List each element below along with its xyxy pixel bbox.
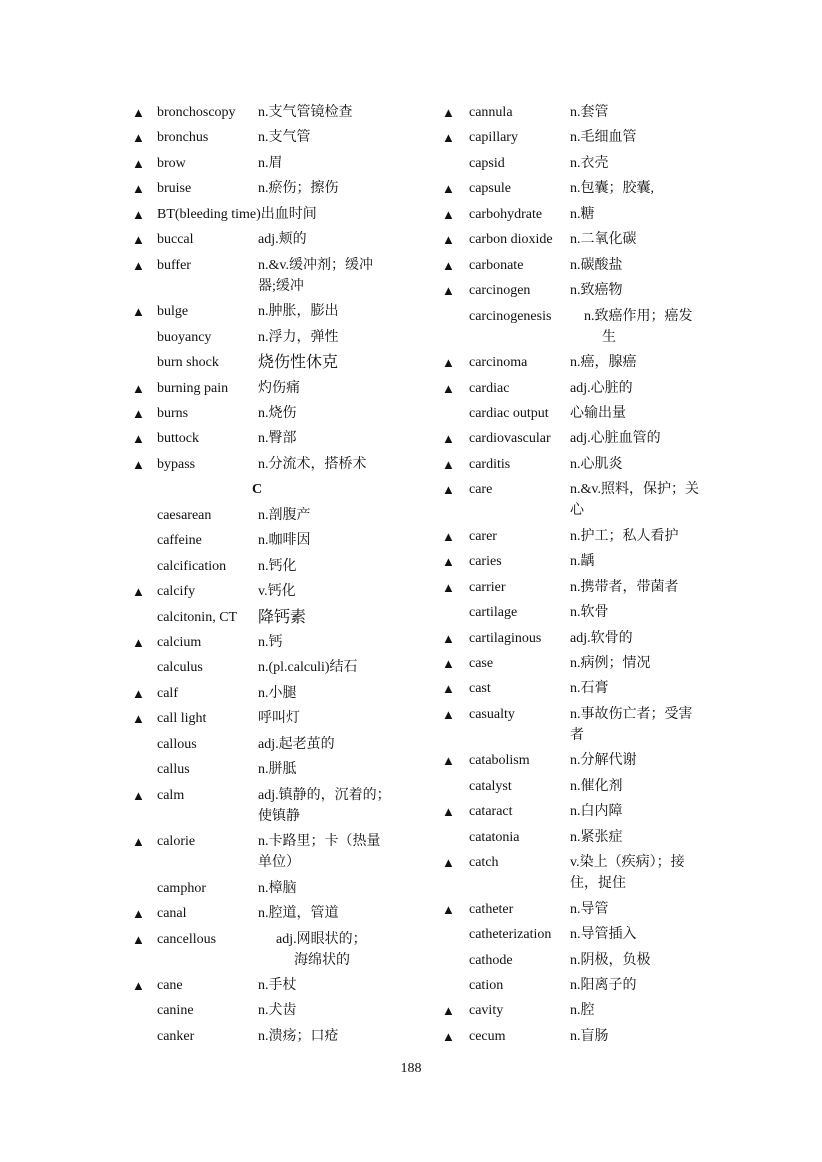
entry-term: calcitonin, CT bbox=[157, 609, 238, 625]
glossary-entry bbox=[420, 852, 822, 894]
entry-definition: 烧伤性休克 bbox=[258, 354, 339, 372]
entry-term: calorie bbox=[157, 834, 196, 850]
entry-definition: n.糖 bbox=[570, 206, 595, 222]
entry-definition: n.钙 bbox=[258, 635, 283, 650]
glossary-entry bbox=[420, 776, 822, 797]
triangle-marker-icon: ▲ bbox=[442, 283, 455, 299]
triangle-marker-icon: ▲ bbox=[132, 711, 145, 727]
entry-term: bruise bbox=[157, 181, 192, 197]
glossary-entry bbox=[0, 327, 420, 348]
entry-definition: n.紧张症 bbox=[570, 829, 623, 845]
entry-definition: n.腔 bbox=[570, 1003, 595, 1019]
glossary-entry bbox=[420, 204, 822, 225]
glossary-entry bbox=[420, 378, 822, 399]
entry-term: catch bbox=[469, 855, 499, 871]
entry-definition: n.樟脑 bbox=[258, 880, 297, 896]
entry-definition: n.溃疡；口疮 bbox=[258, 1028, 339, 1044]
glossary-entry bbox=[0, 153, 420, 174]
glossary-entry bbox=[0, 301, 420, 322]
entry-definition: n.事故伤亡者；受害 bbox=[570, 706, 693, 722]
glossary-entry bbox=[0, 759, 420, 780]
entry-term: capillary bbox=[469, 130, 518, 146]
entry-term: cartilage bbox=[469, 605, 518, 621]
glossary-entry bbox=[0, 607, 420, 628]
triangle-marker-icon: ▲ bbox=[442, 456, 455, 472]
entry-definition: n.软骨 bbox=[570, 605, 609, 621]
glossary-entry bbox=[420, 577, 822, 598]
glossary-entry bbox=[0, 929, 420, 971]
triangle-marker-icon: ▲ bbox=[442, 232, 455, 248]
glossary-entry bbox=[0, 454, 420, 475]
entry-term: buttock bbox=[157, 431, 199, 447]
entry-term: cartilaginous bbox=[469, 630, 542, 646]
entry-definition: n.浮力，弹性 bbox=[258, 329, 339, 345]
entry-term: BT(bleeding time)出血时间 bbox=[157, 206, 317, 222]
glossary-entry bbox=[0, 102, 420, 123]
glossary-entry bbox=[0, 878, 420, 899]
glossary-entry bbox=[420, 1000, 822, 1021]
entry-definition: adj.网眼状的； bbox=[276, 931, 367, 947]
glossary-entry bbox=[420, 975, 822, 996]
entry-definition: n.致癌作用；癌发 bbox=[584, 308, 693, 324]
triangle-marker-icon: ▲ bbox=[442, 181, 455, 197]
entry-definition: n.衣壳 bbox=[570, 155, 609, 171]
entry-definition: 器;缓冲 bbox=[258, 278, 304, 294]
glossary-entry bbox=[420, 924, 822, 945]
glossary-entry bbox=[0, 127, 420, 148]
entry-definition: adj.镇静的，沉着的； bbox=[258, 787, 391, 803]
entry-definition: adj.颊的 bbox=[258, 232, 307, 248]
entry-term: bronchus bbox=[157, 130, 209, 146]
glossary-entry bbox=[0, 683, 420, 704]
entry-definition: n.眉 bbox=[258, 155, 283, 171]
entry-definition: adj.心脏的 bbox=[570, 380, 633, 396]
glossary-entry bbox=[0, 734, 420, 755]
entry-definition: n.套管 bbox=[570, 105, 609, 120]
triangle-marker-icon: ▲ bbox=[132, 685, 145, 701]
triangle-marker-icon: ▲ bbox=[442, 579, 455, 595]
glossary-entry bbox=[0, 204, 420, 225]
glossary-entry bbox=[420, 750, 822, 771]
entry-definition: n.咖啡因 bbox=[258, 533, 311, 549]
glossary-entry bbox=[420, 428, 822, 449]
entry-definition: n.卡路里；卡（热量 bbox=[258, 834, 381, 850]
triangle-marker-icon: ▲ bbox=[442, 355, 455, 371]
entry-definition: n.碳酸盐 bbox=[570, 257, 623, 273]
entry-definition: n.(pl.calculi)结石 bbox=[258, 660, 358, 676]
entry-term: catalyst bbox=[469, 778, 512, 794]
entry-definition: n.护工；私人看护 bbox=[570, 528, 679, 544]
entry-definition: n.包囊；胶囊, bbox=[570, 181, 654, 197]
entry-definition: n.肿胀，膨出 bbox=[258, 304, 339, 320]
entry-term: catatonia bbox=[469, 829, 520, 845]
entry-term: care bbox=[469, 482, 493, 498]
triangle-marker-icon: ▲ bbox=[442, 753, 455, 769]
glossary-entry bbox=[420, 280, 822, 301]
entry-definition: 单位） bbox=[258, 855, 300, 871]
entry-definition: n.石膏 bbox=[570, 681, 609, 697]
glossary-entry bbox=[420, 178, 822, 199]
entry-definition: n.剖腹产 bbox=[258, 507, 311, 523]
entry-term: cavity bbox=[469, 1003, 504, 1019]
entry-term: case bbox=[469, 656, 494, 671]
glossary-entry bbox=[0, 378, 420, 399]
entry-term: buccal bbox=[157, 232, 194, 248]
entry-term: canine bbox=[157, 1003, 194, 1019]
entry-definition: n.烧伤 bbox=[258, 405, 297, 421]
entry-definition: n.&v.照料，保护；关 bbox=[570, 482, 699, 498]
glossary-entry bbox=[420, 127, 822, 148]
entry-definition: 降钙素 bbox=[258, 608, 307, 626]
entry-term: carbonate bbox=[469, 257, 524, 273]
entry-definition: 灼伤痛 bbox=[258, 380, 300, 396]
glossary-entry bbox=[420, 801, 822, 822]
section-heading: C bbox=[251, 482, 263, 498]
glossary-entry bbox=[0, 505, 420, 526]
triangle-marker-icon: ▲ bbox=[442, 681, 455, 697]
triangle-marker-icon: ▲ bbox=[442, 1028, 455, 1044]
entry-term: carcinoma bbox=[469, 355, 528, 371]
glossary-entry bbox=[420, 899, 822, 920]
triangle-marker-icon: ▲ bbox=[132, 257, 145, 273]
entry-definition: v.染上（疾病）；接 bbox=[570, 855, 685, 871]
glossary-entry bbox=[420, 827, 822, 848]
entry-definition: n.致癌物 bbox=[570, 283, 623, 299]
triangle-marker-icon: ▲ bbox=[132, 456, 145, 472]
entry-definition: n.腔道，管道 bbox=[258, 906, 339, 922]
entry-term: bypass bbox=[157, 456, 196, 472]
glossary-entry bbox=[420, 454, 822, 475]
entry-term: catheterization bbox=[469, 927, 552, 943]
glossary-entry bbox=[0, 556, 420, 577]
entry-definition: n.犬齿 bbox=[258, 1003, 297, 1019]
glossary-entry bbox=[0, 581, 420, 602]
triangle-marker-icon: ▲ bbox=[132, 584, 145, 600]
glossary-entry bbox=[0, 403, 420, 424]
triangle-marker-icon: ▲ bbox=[132, 931, 145, 947]
triangle-marker-icon: ▲ bbox=[132, 635, 145, 650]
entry-term: callous bbox=[157, 736, 197, 752]
entry-term: caesarean bbox=[157, 507, 212, 523]
triangle-marker-icon: ▲ bbox=[442, 901, 455, 917]
glossary-entry bbox=[0, 708, 420, 729]
entry-definition: n.阳离子的 bbox=[570, 977, 637, 993]
entry-term: cataract bbox=[469, 804, 513, 820]
entry-term: calcify bbox=[157, 584, 196, 600]
entry-definition: n.臀部 bbox=[258, 431, 297, 447]
entry-definition: n.癌，腺癌 bbox=[570, 355, 637, 371]
triangle-marker-icon: ▲ bbox=[132, 834, 145, 850]
entry-definition: n.导管插入 bbox=[570, 927, 637, 943]
entry-definition: 住，捉住 bbox=[570, 876, 626, 892]
entry-definition: n.阴极，负极 bbox=[570, 952, 651, 968]
entry-definition: 海绵状的 bbox=[294, 952, 350, 968]
entry-term: cane bbox=[157, 977, 183, 993]
entry-definition: adj.心脏血管的 bbox=[570, 431, 661, 447]
entry-term: calcium bbox=[157, 635, 202, 650]
entry-definition: 心 bbox=[570, 503, 584, 519]
glossary-entry bbox=[0, 255, 420, 297]
entry-term: capsid bbox=[469, 155, 505, 171]
entry-term: burning pain bbox=[157, 380, 229, 396]
triangle-marker-icon: ▲ bbox=[132, 906, 145, 922]
entry-definition: n.白内障 bbox=[570, 804, 623, 820]
entry-definition: n.支气管镜检查 bbox=[258, 105, 353, 120]
entry-term: burns bbox=[157, 405, 189, 421]
entry-term: carbon dioxide bbox=[469, 232, 553, 248]
entry-term: call light bbox=[157, 711, 207, 727]
triangle-marker-icon: ▲ bbox=[442, 656, 455, 671]
triangle-marker-icon: ▲ bbox=[442, 855, 455, 871]
glossary-entry bbox=[0, 178, 420, 199]
triangle-marker-icon: ▲ bbox=[442, 130, 455, 146]
entry-definition: n.分解代谢 bbox=[570, 753, 637, 769]
glossary-entry bbox=[0, 1000, 420, 1021]
entry-definition: n.毛细血管 bbox=[570, 130, 637, 146]
triangle-marker-icon: ▲ bbox=[132, 155, 145, 171]
entry-term: casualty bbox=[469, 706, 515, 722]
entry-definition: adj.起老茧的 bbox=[258, 736, 335, 752]
entry-term: caries bbox=[469, 554, 502, 570]
entry-term: carbohydrate bbox=[469, 206, 543, 222]
triangle-marker-icon: ▲ bbox=[132, 431, 145, 447]
entry-term: bulge bbox=[157, 304, 189, 320]
entry-term: cardiac output bbox=[469, 405, 549, 421]
entry-definition: 心输出量 bbox=[570, 405, 626, 421]
glossary-entry bbox=[0, 657, 420, 678]
entry-definition: n.钙化 bbox=[258, 558, 297, 574]
triangle-marker-icon: ▲ bbox=[132, 380, 145, 396]
triangle-marker-icon: ▲ bbox=[132, 787, 145, 803]
triangle-marker-icon: ▲ bbox=[132, 181, 145, 197]
entry-term: cancellous bbox=[157, 931, 217, 947]
glossary-entry bbox=[420, 1026, 822, 1047]
entry-term: cathode bbox=[469, 952, 513, 968]
entry-definition: n.盲肠 bbox=[570, 1028, 609, 1044]
glossary-entry bbox=[0, 1026, 420, 1047]
glossary-entry bbox=[420, 229, 822, 250]
glossary-entry bbox=[420, 526, 822, 547]
entry-term: cannula bbox=[469, 105, 513, 120]
triangle-marker-icon: ▲ bbox=[442, 554, 455, 570]
entry-definition: n.支气管 bbox=[258, 130, 311, 146]
glossary-entry bbox=[0, 785, 420, 827]
triangle-marker-icon: ▲ bbox=[132, 304, 145, 320]
entry-term: canker bbox=[157, 1028, 195, 1044]
entry-definition: n.催化剂 bbox=[570, 778, 623, 794]
entry-term: carrier bbox=[469, 579, 506, 595]
entry-definition: n.心肌炎 bbox=[570, 456, 623, 472]
page-number: 188 bbox=[400, 1061, 422, 1076]
glossary-entry bbox=[0, 975, 420, 996]
entry-term: callus bbox=[157, 762, 190, 778]
entry-definition: n.&v.缓冲剂；缓冲 bbox=[258, 257, 373, 273]
glossary-entry bbox=[420, 678, 822, 699]
glossary-entry bbox=[0, 632, 420, 653]
entry-term: cast bbox=[469, 681, 491, 697]
entry-definition: 者 bbox=[570, 727, 584, 743]
glossary-entry bbox=[420, 255, 822, 276]
entry-definition: n.手杖 bbox=[258, 977, 297, 993]
triangle-marker-icon: ▲ bbox=[132, 232, 145, 248]
entry-term: carcinogen bbox=[469, 283, 531, 299]
triangle-marker-icon: ▲ bbox=[442, 105, 455, 120]
entry-term: calculus bbox=[157, 660, 203, 676]
entry-definition: n.二氧化碳 bbox=[570, 232, 637, 248]
glossary-entry bbox=[420, 479, 822, 521]
triangle-marker-icon: ▲ bbox=[442, 706, 455, 722]
glossary-entry bbox=[0, 530, 420, 551]
entry-term: brow bbox=[157, 155, 186, 171]
glossary-entry bbox=[420, 950, 822, 971]
entry-definition: n.瘀伤；擦伤 bbox=[258, 181, 339, 197]
entry-term: buoyancy bbox=[157, 329, 212, 345]
entry-term: cardiovascular bbox=[469, 431, 551, 447]
entry-definition: v.钙化 bbox=[258, 584, 296, 600]
entry-definition: 使镇静 bbox=[258, 808, 300, 824]
entry-term: carditis bbox=[469, 456, 511, 472]
entry-term: carcinogenesis bbox=[469, 308, 552, 324]
entry-definition: n.携带者，带菌者 bbox=[570, 579, 679, 595]
triangle-marker-icon: ▲ bbox=[442, 257, 455, 273]
triangle-marker-icon: ▲ bbox=[442, 380, 455, 396]
glossary-entry bbox=[420, 306, 822, 348]
triangle-marker-icon: ▲ bbox=[442, 804, 455, 820]
entry-term: burn shock bbox=[157, 355, 219, 371]
triangle-marker-icon: ▲ bbox=[132, 405, 145, 421]
entry-definition: n.导管 bbox=[570, 901, 609, 917]
triangle-marker-icon: ▲ bbox=[442, 482, 455, 498]
triangle-marker-icon: ▲ bbox=[132, 130, 145, 146]
glossary-entry bbox=[420, 628, 822, 649]
glossary-entry bbox=[420, 102, 822, 123]
entry-definition: n.分流术，搭桥术 bbox=[258, 456, 367, 472]
triangle-marker-icon: ▲ bbox=[132, 977, 145, 993]
glossary-entry bbox=[420, 602, 822, 623]
entry-term: calcification bbox=[157, 558, 227, 574]
entry-definition: 生 bbox=[602, 329, 616, 345]
triangle-marker-icon: ▲ bbox=[442, 431, 455, 447]
triangle-marker-icon: ▲ bbox=[132, 206, 145, 222]
entry-term: buffer bbox=[157, 257, 191, 273]
entry-term: canal bbox=[157, 906, 187, 922]
triangle-marker-icon: ▲ bbox=[442, 1003, 455, 1019]
entry-definition: adj.软骨的 bbox=[570, 630, 633, 646]
glossary-entry bbox=[0, 428, 420, 449]
entry-definition: n.龋 bbox=[570, 554, 595, 570]
entry-term: cecum bbox=[469, 1028, 506, 1044]
entry-term: bronchoscopy bbox=[157, 105, 236, 120]
entry-definition: n.病例；情况 bbox=[570, 656, 651, 671]
entry-term: calm bbox=[157, 787, 185, 803]
glossary-entry bbox=[420, 153, 822, 174]
entry-term: carer bbox=[469, 528, 497, 544]
glossary-entry bbox=[0, 352, 420, 373]
triangle-marker-icon: ▲ bbox=[442, 528, 455, 544]
triangle-marker-icon: ▲ bbox=[442, 206, 455, 222]
glossary-entry bbox=[420, 403, 822, 424]
entry-term: camphor bbox=[157, 880, 206, 896]
glossary-entry bbox=[420, 704, 822, 746]
glossary-entry bbox=[0, 903, 420, 924]
entry-definition: 呼叫灯 bbox=[258, 711, 300, 727]
entry-term: catheter bbox=[469, 901, 514, 917]
triangle-marker-icon: ▲ bbox=[442, 630, 455, 646]
entry-term: capsule bbox=[469, 181, 511, 197]
glossary-entry bbox=[0, 229, 420, 250]
glossary-entry bbox=[420, 352, 822, 373]
entry-term: caffeine bbox=[157, 533, 202, 549]
glossary-entry bbox=[420, 551, 822, 572]
glossary-entry bbox=[0, 831, 420, 873]
glossary-entry bbox=[420, 653, 822, 674]
entry-term: cation bbox=[469, 977, 504, 993]
entry-term: cardiac bbox=[469, 380, 510, 396]
entry-definition: n.小腿 bbox=[258, 685, 297, 701]
entry-term: calf bbox=[157, 685, 178, 701]
triangle-marker-icon: ▲ bbox=[132, 105, 145, 120]
entry-definition: n.胼胝 bbox=[258, 762, 297, 778]
entry-term: catabolism bbox=[469, 753, 530, 769]
